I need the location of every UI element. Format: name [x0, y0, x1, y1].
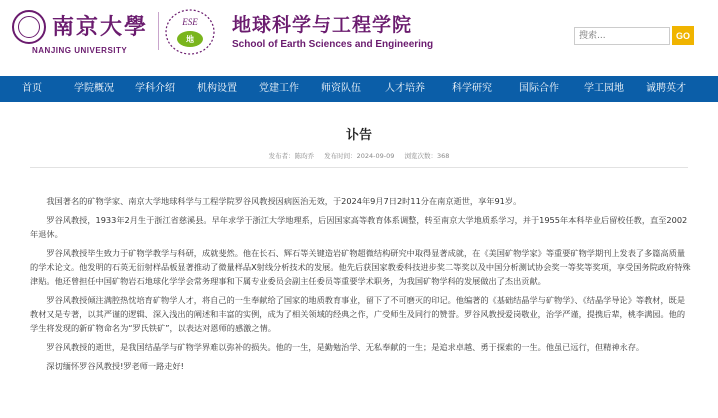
university-name-cn: 南京大學 [52, 14, 149, 40]
nav-item-home[interactable]: 首页 [22, 83, 42, 94]
nav-item-recruit[interactable]: 诚聘英才 [646, 83, 686, 94]
university-name-en: NANJING UNIVERSITY [32, 46, 128, 55]
nju-logo[interactable] [12, 10, 152, 54]
nav-item-student[interactable]: 学工园地 [584, 83, 624, 94]
nav-item-faculty[interactable]: 师资队伍 [321, 83, 361, 94]
nav-item-institutions[interactable]: 机构设置 [197, 83, 237, 94]
nju-seal-icon [12, 10, 46, 44]
ese-logo-text: ESE [182, 17, 198, 27]
nav-item-research[interactable]: 科学研究 [452, 83, 492, 94]
article-paragraph: 罗谷风教授的逝世，是我国结晶学与矿物学界难以弥补的损失。他的一生，是勤勉治学、无私奉献的一生；是追求卓越、勇于探索的一生。他虽已远行，但精神永存。 [46, 342, 645, 352]
nav-item-party[interactable]: 党建工作 [259, 83, 299, 94]
school-name-cn: 地球科学与工程学院 [232, 14, 413, 36]
search-go-button[interactable]: GO [672, 26, 694, 45]
school-name[interactable] [232, 10, 433, 50]
article-publisher: 发布者：陈昀乔 [268, 152, 315, 160]
nav-item-disciplines[interactable]: 学科介绍 [135, 83, 175, 94]
article-views: 浏览次数：368 [404, 152, 450, 160]
site-header [0, 0, 718, 76]
main-nav [0, 76, 718, 102]
article-paragraph: 罗谷风教授毕生致力于矿物学教学与科研，成就斐然。他在长石、辉石等关键造岩矿物超微结构研究中取得显著成就，在《美国矿物学家》等重要矿物学期刊上发表了多篇高质量的学术论文。他发明的石英无衍射样品板显著推动了微量样品X射线分析技术的发展。他先后获国家教委科技进步奖二等奖以及中国分析测试协会奖一等奖等奖项，享受国务院政府特殊津贴。他还曾担任中国矿物岩石地球化学学会常务理事和下属专业委员会副主任委员等重要学术职务，为我国矿物学科的发展做出了杰出贡献。 [30, 248, 691, 286]
article-date: 发布时间：2024-09-09 [324, 152, 395, 160]
article-meta [0, 151, 718, 160]
article-paragraph: 罗谷风教授倾注满腔热忱培育矿物学人才，将自己的一生奉献给了国家的地质教育事业，留下了不可磨灭的印记。他编著的《基础结晶学与矿物学》、《结晶学导论》等教材，既是教材又是专著，以其严谨的逻辑、深入浅出的阐述和丰富的实例，成为了相关领域的经典之作，广受师生及同行的赞誉。罗谷风教授爱岗敬业，治学严谨，提携后辈，桃李满园。他的学生将发现的新矿物命名为“罗氏铁矿”，以表达对恩师的感激之情。 [30, 295, 686, 333]
article-paragraph: 我国著名的矿物学家、南京大学地球科学与工程学院罗谷风教授因病医治无效，于2024年9月7日2时11分在南京逝世，享年91岁。 [46, 196, 522, 206]
article-paragraph: 罗谷风教授，1933年2月生于浙江省慈溪县。早年求学于浙江大学地理系，后因国家高等教育体系调整，转至南京大学地质系学习，并于1955年本科毕业后留校任教，直至2002年退休。 [30, 215, 688, 239]
nav-item-education[interactable]: 人才培养 [385, 83, 425, 94]
search-input[interactable] [574, 27, 670, 45]
svg-text:地: 地 [186, 35, 194, 44]
article-body [30, 194, 692, 378]
article-paragraph: 深切缅怀罗谷风教授!罗老师一路走好! [46, 361, 184, 371]
logo-divider [158, 12, 159, 50]
ese-logo-icon[interactable] [164, 8, 216, 56]
school-name-en: School of Earth Sciences and Engineering [232, 39, 434, 50]
article-title: 讣告 [345, 128, 372, 143]
nav-item-overview[interactable]: 学院概况 [74, 83, 114, 94]
title-divider [30, 167, 688, 168]
nav-item-international[interactable]: 国际合作 [519, 83, 559, 94]
